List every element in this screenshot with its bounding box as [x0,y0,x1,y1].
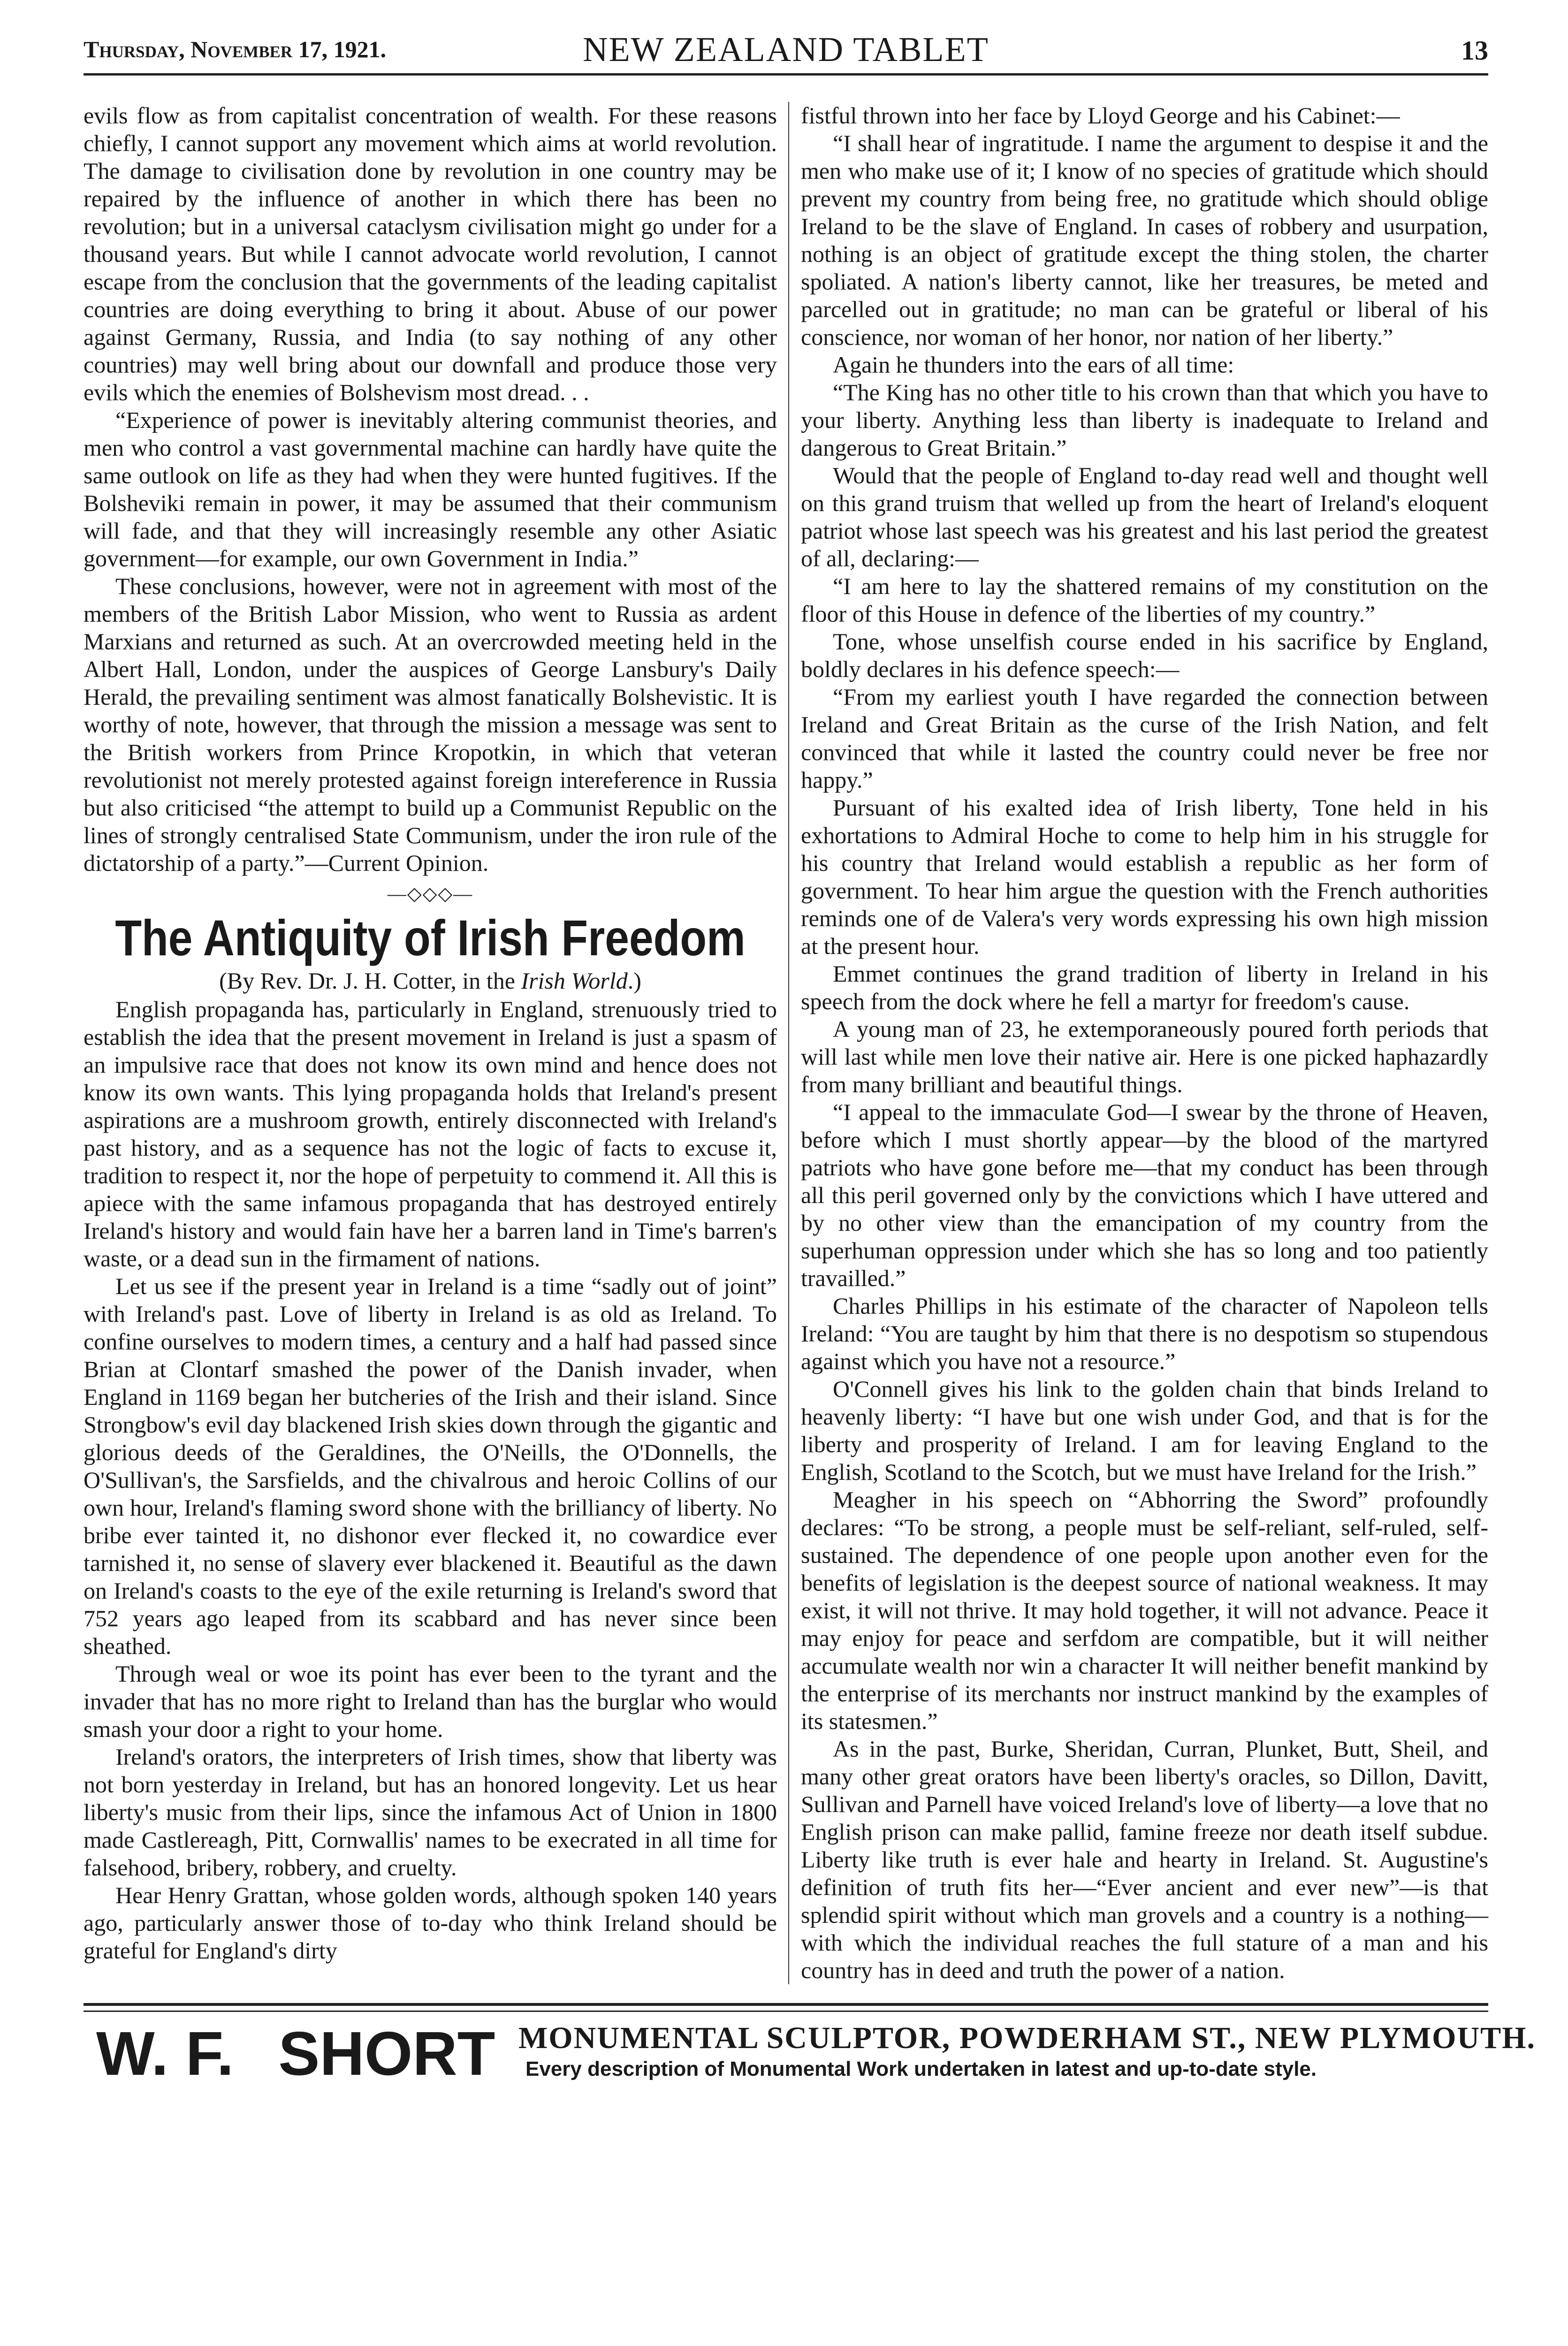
paragraph: evils flow as from capitalist concentration of wealth. For these reasons chiefly, I cannot support any movement which aims at world revolution. The damage to civilisation done by revolution in one country may be repaired by the influence of another in which there has been no revolution; but in a universal cataclysm civilisation might go under for a thousand years. But while I cannot advocate world revolution, I cannot escape from the conclusion that the governments of the leading capitalist countries are doing everything to bring it about. Abuse of our power against Germany, Russia, and India (to say nothing of any other countries) may well bring about our downfall and produce those very evils which the enemies of Bolshevism most dread. . . [84,102,777,405]
paragraph: “I shall hear of ingratitude. I name the argument to despise it and the men who make use of it; I know of no species of gratitude which should prevent my country from being free, no gratitude which should oblige Ireland to be the slave of England. In cases of robbery and usurpation, nothing is an object of gratitude except the thing stolen, the charter spoliated. A nation's liberty cannot, like her treasures, be meted and parcelled out in gratitude; no man can be grateful or liberal of his conscience, nor woman of her honor, nor nation of her liberty.” [801,130,1488,350]
paragraph: Emmet continues the grand tradition of liberty in Ireland in his speech from the dock where he fell a martyr for freedom's cause. [801,960,1488,1014]
footer-rule [84,2003,1488,2012]
paragraph: As in the past, Burke, Sheridan, Curran, Plunket, Butt, Sheil, and many other great orators have been liberty's oracles, so Dillon, Davitt, Sullivan and Parnell have voiced Ireland's love of liberty—a love that no English prison can make pallid, famine freeze nor death itself subdue. Liberty like truth is ever hale and hearty in Ireland. St. Augustine's definition of truth fits her—“Ever ancient and ever new”—is that splendid spirit without which man grovels and a country is a nothing—with which the individual reaches the full stature of a man and his country has in deed and truth the power of a nation. [801,1736,1488,1983]
advertisement-text [518,2018,1536,2082]
advertiser-name [96,2018,518,2089]
right-column [801,102,1488,1984]
page-number: 13 [1461,35,1488,66]
paragraph: Would that the people of England to-day read well and thought well on this grand truism that welled up from the heart of Ireland's eloquent patriot whose last speech was his greatest and his last period the greatest of all, declaring:— [801,462,1488,571]
paragraph: “I am here to lay the shattered remains of my constitution on the floor of this House in defence of the liberties of my country.” [801,573,1488,627]
byline-source: Irish World [521,967,628,994]
paragraph: A young man of 23, he extemporaneously poured forth periods that will last while men love their native air. Here is one picked haphazardly from many brilliant and beautiful things. [801,1016,1488,1097]
article-headline: The Antiquity of Irish Freedom [115,909,746,966]
column-rule [788,102,789,1984]
byline-prefix: (By Rev. Dr. J. H. Cotter, in the [219,967,521,994]
advertiser-surname: SHORT [278,2019,495,2088]
paragraph: Tone, whose unselfish course ended in his sacrifice by England, boldly declares in his defence speech:— [801,628,1488,682]
article-byline [84,967,777,995]
paragraph: Ireland's orators, the interpreters of Irish times, show that liberty was not born yesterday in Ireland, but has an honored longevity. Let us hear liberty's music from their lips, since the infamous Act of Union in 1800 made Castlereagh, Pitt, Cornwallis' names to be execrated in all time for falsehood, bribery, robbery, and cruelty. [84,1744,777,1881]
paragraph: “Experience of power is inevitably altering communist theories, and men who control a vast governmental machine can hardly have quite the same outlook on life as they had when they were hunted fugitives. If the Bolsheviki remain in power, it may be assumed that their communism will fade, and that they will increasingly resemble any other Asiatic government—for example, our own Government in India.” [84,407,777,571]
paragraph: English propaganda has, particularly in England, strenuously tried to establish the idea that the present movement in Ireland is just a spasm of an impulsive race that does not know its own mind and hence does not know its own wants. This lying propaganda holds that Ireland's present aspirations are a mushroom growth, entirely disconnected with Ireland's past history, and as a sequence has not the logic of facts to excuse it, tradition to respect it, nor the hope of perpetuity to commend it. All this is apiece with the same infamous propaganda that has destroyed entirely Ireland's history and would fain have her a barren land in Time's barren's waste, or a dead sun in the firmament of nations. [84,996,777,1272]
byline-suffix: .) [627,967,641,994]
paragraph: Let us see if the present year in Ireland is a time “sadly out of joint” with Ireland's past. Love of liberty in Ireland is as old as Ireland. To confine ourselves to modern times, a century and a half had passed since Brian at Clontarf smashed the power of the Danish invader, when England in 1169 began her butcheries of the Irish and their island. Since Strongbow's evil day blackened Irish skies down through the gigantic and glorious deeds of the Geraldines, the O'Neills, the O'Donnells, the O'Sullivan's, the Sarsfields, and the chivalrous and heroic Collins of our own hour, Ireland's flaming sword shone with the brilliancy of liberty. No bribe ever tainted it, no dishonor ever flecked it, no cowardice ever tarnished it, no sense of slavery ever blackened it. Beautiful as the dawn on Ireland's coasts to the eye of the exile returning is Ireland's sword that 752 years ago leaped from its scabbard and has never since been sheathed. [84,1273,777,1659]
paragraph: Charles Phillips in his estimate of the character of Napoleon tells Ireland: “You are taught by him that there is no despotism so stupendous against which you have not a resource.” [801,1293,1488,1374]
paragraph: Through weal or woe its point has ever been to the tyrant and the invader that has no more right to Ireland than has the burglar who would smash your door a right to your home. [84,1660,777,1742]
paragraph: These conclusions, however, were not in agreement with most of the members of the British Labor Mission, who went to Russia as ardent Marxians and returned as such. At an overcrowded meeting held in the Albert Hall, London, under the auspices of George Lansbury's Daily Herald, the prevailing sentiment was almost fanatically Bolshevistic. It is worthy of note, however, that through the mission a message was sent to the British workers from Prince Kropotkin, in which that veteran revolutionist not merely protested against foreign intereference in Russia but also criticised “the attempt to build up a Communist Republic on the lines of strongly centralised State Communism, under the iron rule of the dictatorship of a party.”—Current Opinion. [84,573,777,876]
columns [84,102,1488,1984]
paragraph: “The King has no other title to his crown than that which you have to your liberty. Anything less than liberty is inadequate to Ireland and dangerous to Great Britain.” [801,379,1488,461]
advertisement [84,2018,1536,2089]
paragraph: Pursuant of his exalted idea of Irish liberty, Tone held in his exhortations to Admiral Hoche to come to help him in his struggle for his country that Ireland would establish a republic as her form of government. To hear him argue the question with the French authorities reminds one of de Valera's very words expressing his own high mission at the present hour. [801,794,1488,959]
issue-date: Thursday, November 17, 1921. [84,36,387,62]
paragraph: Again he thunders into the ears of all time: [833,351,1234,378]
section-ornament: —◇◇◇— [387,883,473,904]
paragraph: Meagher in his speech on “Abhorring the Sword” profoundly declares: “To be strong, a people must be self-reliant, self-ruled, self-sustained. The dependence of one people upon another even for the benefits of legislation is the deepest source of national weakness. It may exist, it will not thrive. It may hold together, it will not advance. Peace it may enjoy for peace and serfdom are compatible, but it will neither accumulate wealth nor win a character It will neither benefit mankind by the enterprise of its merchants nor instruct mankind by the examples of its statesmen.” [801,1486,1488,1734]
advertisement-line-1: MONUMENTAL SCULPTOR, POWDERHAM ST., NEW PLYMOUTH. [518,2021,1536,2055]
left-column [84,102,777,1984]
newspaper-title: NEW ZEALAND TABLET [583,30,989,69]
page-header [84,30,1488,76]
paragraph: “From my earliest youth I have regarded the connection between Ireland and Great Britain as the curse of the Irish Nation, and felt convinced that while it lasted the country could never be free nor happy.” [801,684,1488,793]
paragraph: fistful thrown into her face by Lloyd George and his Cabinet:— [801,102,1400,129]
paragraph: O'Connell gives his link to the golden chain that binds Ireland to heavenly liberty: “I have but one wish under God, and that is for the liberty and prosperity of Ireland. I am for leaving England to the English, Scotland to the Scotch, but we must have Ireland for the Irish.” [801,1376,1488,1485]
advertisement-line-2: Every description of Monumental Work undertaken in latest and up-to-date style. [525,2057,1317,2080]
paragraph: “I appeal to the immaculate God—I swear by the throne of Heaven, before which I must shortly appear—by the blood of the martyred patriots who have gone before me—that my conduct has been through all this peril governed only by the convictions which I have uttered and by no other view than the emancipation of my country from the superhuman oppression under which she has so long and too patiently travailled.” [801,1099,1488,1291]
paragraph: Hear Henry Grattan, whose golden words, although spoken 140 years ago, particularly answer those of to-day who think Ireland should be grateful for England's dirty [84,1882,777,1964]
advertiser-initials: W. F. [96,2019,234,2088]
